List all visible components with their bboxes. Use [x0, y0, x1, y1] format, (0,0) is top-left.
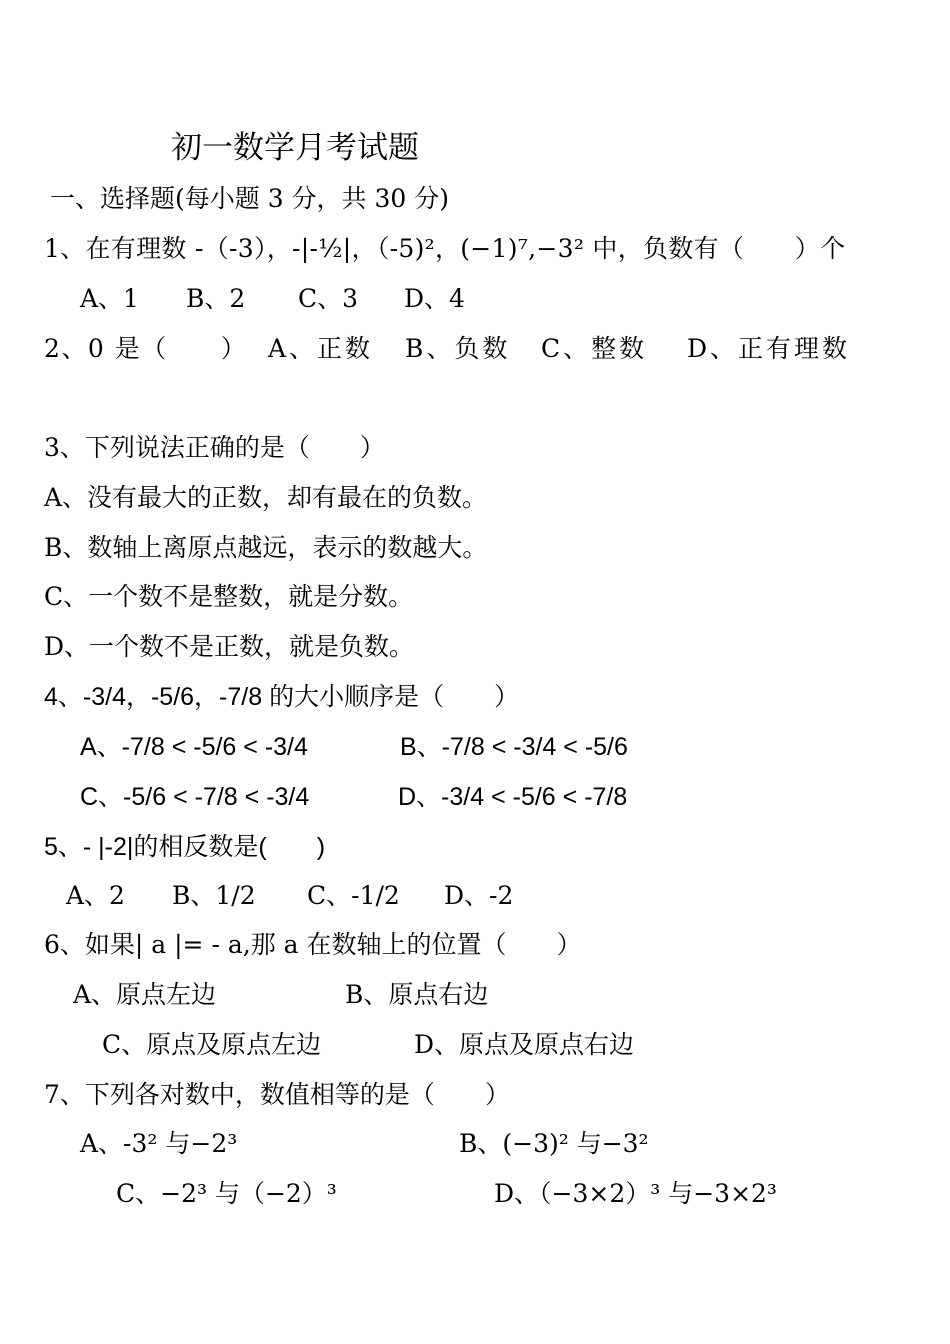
q5-option-d: D、-2 [444, 881, 514, 910]
question-4-stem: 4、-3/4，-5/6，-7/8 的大小顺序是（ ） [44, 683, 520, 711]
q7-option-a: A、-3² 与−2³ [80, 1129, 238, 1158]
q2-option-b: B、负数 [405, 334, 511, 363]
q4-option-b: B、-7/8 < -3/4 < -5/6 [400, 733, 628, 761]
q3-option-b: B、数轴上离原点越远，表示的数越大。 [44, 533, 488, 562]
q2-option-a: A、正数 [268, 334, 374, 363]
q1-option-b: B、2 [186, 284, 246, 313]
question-3-stem: 3、下列说法正确的是（ ） [44, 433, 385, 462]
q1-option-d: D、4 [404, 284, 465, 313]
q3-option-d: D、一个数不是正数，就是负数。 [44, 632, 415, 661]
question-5-stem: 5、- |-2|的相反数是( ) [44, 833, 326, 861]
q4-option-a: A、-7/8 < -5/6 < -3/4 [80, 733, 308, 761]
question-7-stem: 7、下列各对数中，数值相等的是（ ） [44, 1080, 510, 1109]
q6-option-a: A、原点左边 [73, 980, 217, 1009]
question-6-stem: 6、如果| a |= - a,那 a 在数轴上的位置（ ） [44, 930, 582, 959]
page-title: 初一数学月考试题 [171, 130, 419, 166]
q4-option-c: C、-5/6 < -7/8 < -3/4 [80, 783, 310, 811]
q6-option-c: C、原点及原点左边 [102, 1030, 322, 1059]
q7-option-b: B、(−3)² 与−3² [459, 1129, 649, 1158]
q1-option-a: A、1 [80, 284, 139, 313]
q5-option-b: B、1/2 [172, 881, 256, 910]
question-1-stem: 1、在有理数 -（-3），-|-½|，（-5)²，(−1)⁷,−3² 中，负数有（ ）个 [44, 234, 846, 263]
q7-option-d: D、（−3×2）³ 与−3×2³ [494, 1179, 777, 1208]
section-heading: 一、选择题(每小题 3 分，共 30 分) [50, 184, 450, 213]
q3-option-c: C、一个数不是整数，就是分数。 [44, 582, 414, 611]
q7-option-c: C、−2³ 与（−2）³ [116, 1179, 337, 1208]
q2-option-d: D、正有理数 [687, 334, 851, 363]
question-2-stem: 2、0 是（ ） [44, 334, 248, 363]
q3-option-a: A、没有最大的正数，却有最在的负数。 [44, 483, 488, 512]
q1-option-c: C、3 [298, 284, 359, 313]
q5-option-c: C、-1/2 [307, 881, 400, 910]
q6-option-d: D、原点及原点右边 [414, 1030, 635, 1059]
q5-option-a: A、2 [66, 881, 125, 910]
q2-option-c: C、整数 [541, 334, 648, 363]
q4-option-d: D、-3/4 < -5/6 < -7/8 [398, 783, 628, 811]
q6-option-b: B、原点右边 [345, 980, 489, 1009]
